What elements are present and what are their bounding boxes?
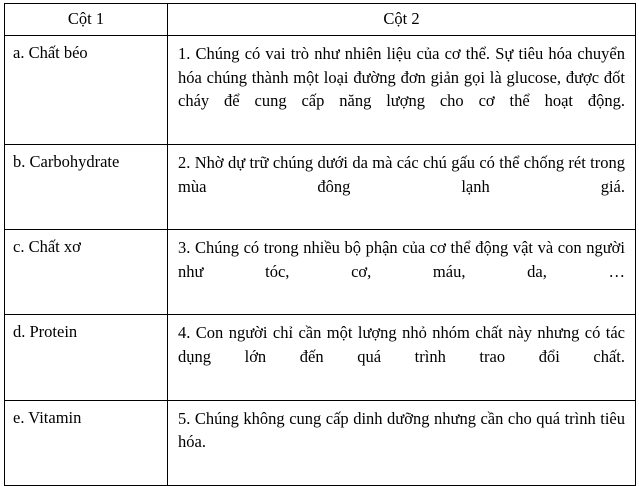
row-item-right: 2. Nhờ dự trữ chúng dưới da mà các chú gấu có thể chống rét trong mùa đông lạnh giá.	[168, 144, 636, 229]
table-body	[5, 35, 636, 485]
matching-table	[4, 3, 636, 486]
row-item-left: e. Vitamin	[5, 400, 168, 485]
table-row	[5, 35, 636, 144]
document-page	[0, 3, 639, 452]
table-header-row	[5, 4, 636, 36]
row-item-left: c. Chất xơ	[5, 230, 168, 315]
table-row	[5, 400, 636, 485]
table-row	[5, 230, 636, 315]
table-header	[5, 4, 636, 36]
table-row	[5, 315, 636, 400]
row-item-right: 4. Con người chỉ cần một lượng nhỏ nhóm chất này nhưng có tác dụng lớn đến quá trình trao đổi chất.	[168, 315, 636, 400]
row-item-right: 1. Chúng có vai trò như nhiên liệu của cơ thể. Sự tiêu hóa chuyển hóa chúng thành một loại đường đơn giản gọi là glucose, được đốt cháy để cung cấp năng lượng cho cơ thể hoạt động.	[168, 35, 636, 144]
column-header-left: Cột 1	[5, 4, 168, 36]
column-header-right: Cột 2	[168, 4, 636, 36]
row-item-left: d. Protein	[5, 315, 168, 400]
row-item-left: b. Carbohydrate	[5, 144, 168, 229]
table-row	[5, 144, 636, 229]
row-item-right: 5. Chúng không cung cấp dinh dưỡng nhưng cần cho quá trình tiêu hóa.	[168, 400, 636, 485]
row-item-right: 3. Chúng có trong nhiều bộ phận của cơ thể động vật và con người như tóc, cơ, máu, da, …	[168, 230, 636, 315]
row-item-left: a. Chất béo	[5, 35, 168, 144]
